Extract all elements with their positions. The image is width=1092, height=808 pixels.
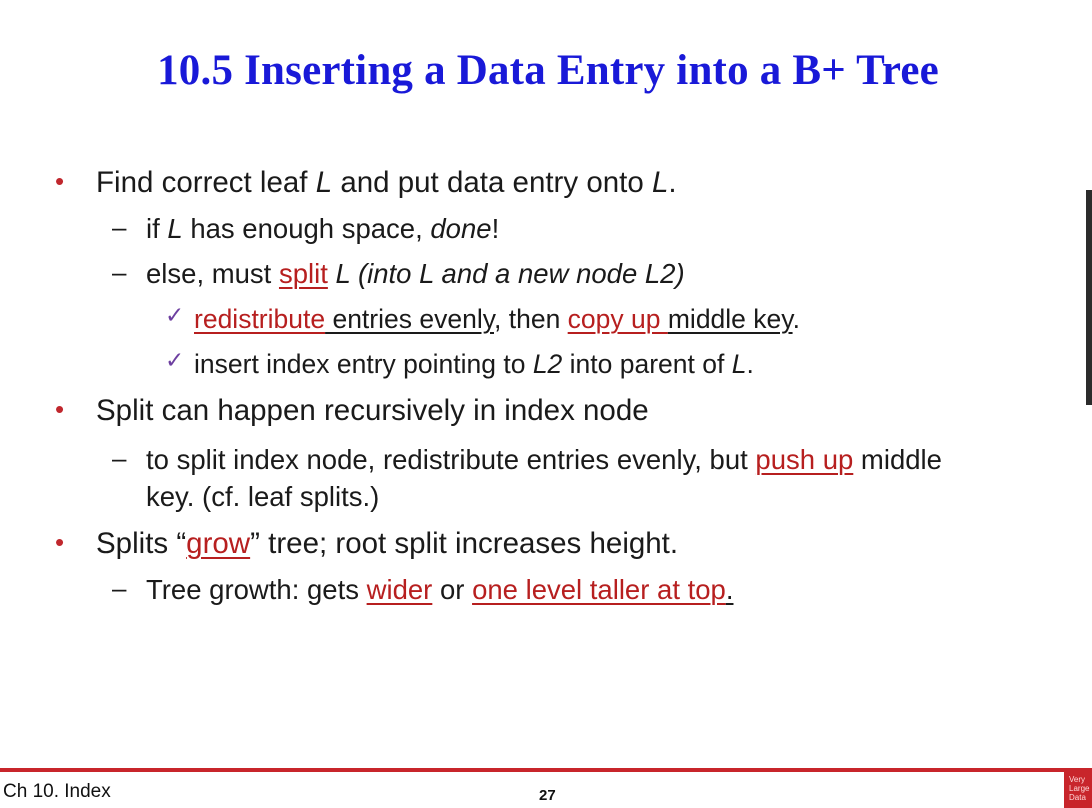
dash-marker: – [112,573,127,603]
check-icon: ✓ [165,302,185,328]
check-icon: ✓ [165,347,185,373]
page-number: 27 [539,787,556,804]
bullet-marker: • [55,166,65,196]
bullet-marker: • [55,527,65,557]
sub-must-split: else, must split L (into L and a new node L2) [146,258,685,289]
chapter-label: Ch 10. Index [3,781,111,802]
bullet-split-recursive: Split can happen recursively in index node [96,394,649,427]
check-insert-index-entry: insert index entry pointing to L2 into parent of L. [194,349,754,379]
footer-divider [0,768,1092,772]
sub-split-index-node-cont: key. (cf. leaf splits.) [146,481,380,512]
edge-bar [1086,190,1092,405]
check-redistribute: redistribute entries evenly, then copy up middle key. [194,304,800,334]
bullet-splits-grow: Splits “grow” tree; root split increases height. [96,527,679,560]
bullet-find-leaf: Find correct leaf L and put data entry onto L. [96,166,677,199]
sub-tree-growth: Tree growth: gets wider or one level taller at top. [146,574,734,605]
logo: Very Large Data [1064,772,1092,808]
bullet-marker: • [55,394,65,424]
dash-marker: – [112,257,127,287]
dash-marker: – [112,212,127,242]
sub-enough-space: if L has enough space, done! [146,213,500,244]
slide-title: 10.5 Inserting a Data Entry into a B+ Tree [157,47,939,94]
dash-marker: – [112,443,127,473]
sub-split-index-node: to split index node, redistribute entries evenly, but push up middle [146,444,942,475]
